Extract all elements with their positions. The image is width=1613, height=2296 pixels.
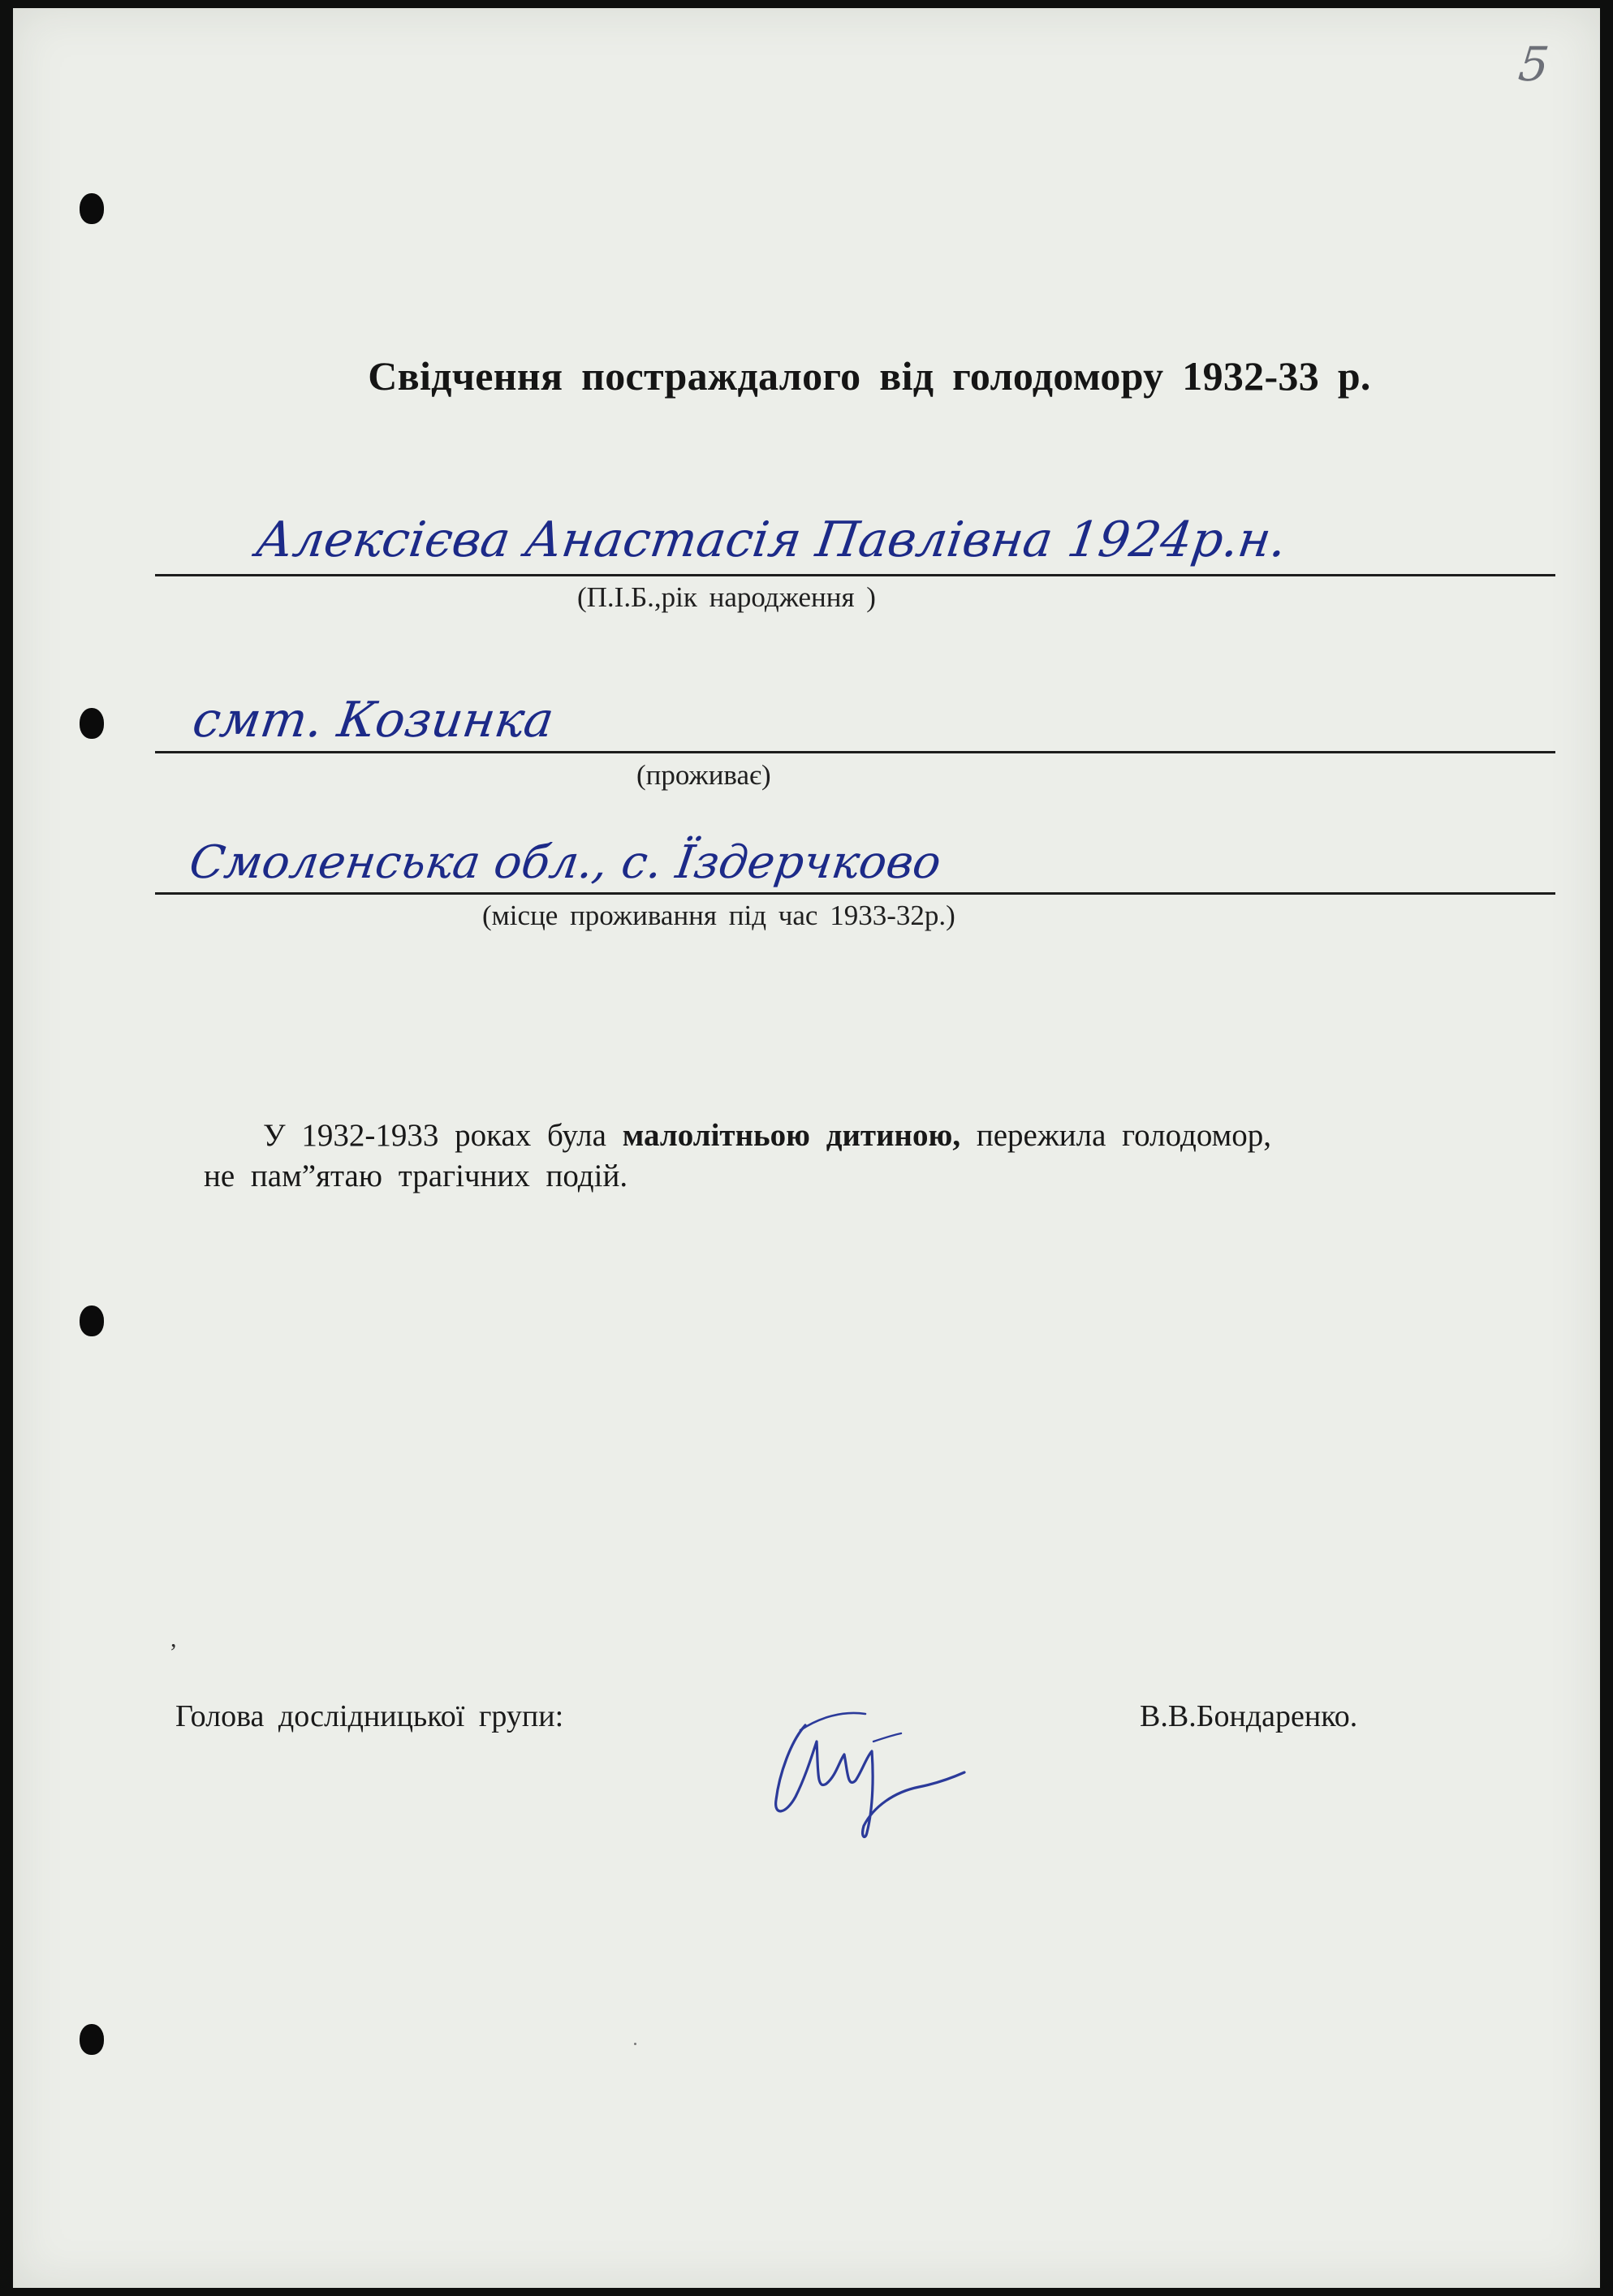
punch-hole-icon: [80, 708, 104, 739]
statement-line-2: не пам”ятаю трагічних подій.: [204, 1159, 628, 1193]
signer-name: В.В.Бондаренко.: [1140, 1699, 1358, 1733]
place-value: Смоленська обл., с. Їздерчково: [186, 836, 945, 889]
signer-role: Голова дослідницької групи:: [175, 1699, 564, 1733]
statement-line-1-end: пережила голодомор,: [960, 1118, 1272, 1153]
document-page: [13, 8, 1600, 2288]
statement-text: [204, 1116, 1482, 1197]
paper-speck: [634, 2043, 636, 2045]
place-caption: (місце проживання під час 1933-32р.): [482, 900, 955, 931]
name-field-line: [155, 574, 1555, 576]
place-field-line: [155, 892, 1555, 895]
punch-hole-icon: [80, 2024, 104, 2055]
name-caption: (П.І.Б.,рік народження ): [577, 581, 876, 613]
punch-hole-icon: [80, 1306, 104, 1336]
statement-line-1: [216, 1116, 1482, 1156]
statement-line-1-start: У 1932-1933 роках була: [263, 1118, 623, 1153]
residence-field-line: [155, 751, 1555, 753]
signature-icon: [752, 1693, 987, 1839]
punch-hole-icon: [80, 193, 104, 224]
statement-emphasis: малолітньою дитиною,: [622, 1118, 961, 1153]
stray-comma: ,: [170, 1625, 177, 1652]
residence-value: смт. Козинка: [189, 692, 558, 749]
name-value: Алексієва Анастасія Павлівна 1924р.н.: [252, 511, 1291, 568]
page-number: 5: [1516, 37, 1552, 92]
document-title: Свідчення постраждалого від голодомору 1932-33 р.: [368, 353, 1371, 399]
residence-caption: (проживає): [636, 759, 771, 791]
